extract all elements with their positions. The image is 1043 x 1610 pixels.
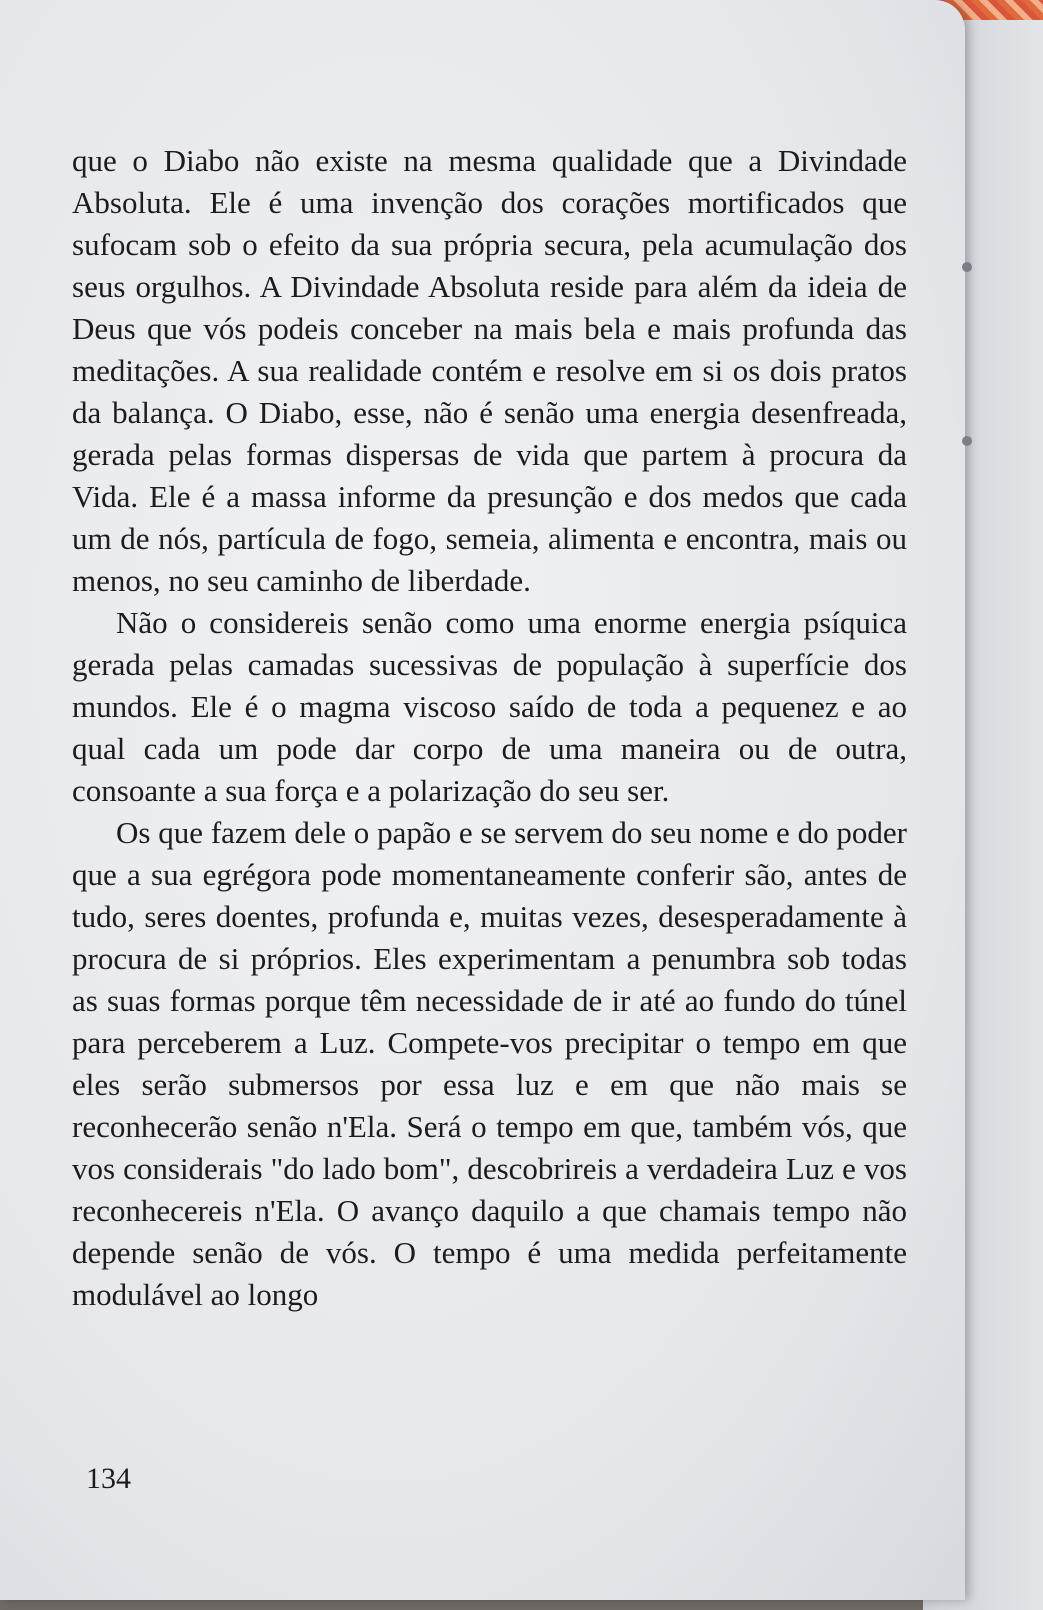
binding-thread-mark [962, 262, 972, 272]
page-text [72, 140, 907, 1316]
paragraph-1: que o Diabo não existe na mesma qualidade que a Divindade Absoluta. Ele é uma invenção dos corações mortificados que sufocam sob o efeito da sua própria secura, pela acumulação dos seus orgulhos. A Divindade Absoluta reside para além da ideia de Deus que vós podeis conceber na mais bela e mais profunda das meditações. A sua realidade contém e resolve em si os dois pratos da balança. O Diabo, esse, não é senão uma energia desenfreada, gerada pelas formas dispersas de vida que partem à procura da Vida. Ele é a massa informe da presunção e dos medos que cada um de nós, partícula de fogo, semeia, alimenta e encontra, mais ou menos, no seu caminho de liberdade. [72, 143, 907, 598]
binding-thread-mark [962, 436, 972, 446]
paragraph-3: Os que fazem dele o papão e se servem do seu nome e do poder que a sua egrégora pode momentaneamente conferir são, antes de tudo, seres doentes, profunda e, muitas vezes, desesperadamente à procura de si próprios. Eles experimentam a penumbra sob todas as suas formas porque têm necessidade de ir até ao fundo do túnel para perceberem a Luz. Compete-vos precipitar o tempo em que eles serão submersos por essa luz e em que não mais se reconhecerão senão n'Ela. Será o tempo em que, também vós, que vos considerais "do lado bom", descobrireis a verdadeira Luz e vos reconhecereis n'Ela. O avanço daquilo a que chamais tempo não depende senão de vós. O tempo é uma medida perfeitamente modulável ao longo [72, 815, 907, 1312]
paragraph-2: Não o considereis senão como uma enorme energia psíquica gerada pelas camadas sucessivas de população à superfície dos mundos. Ele é o magma viscoso saído de toda a pequenez e ao qual cada um pode dar corpo de uma maneira ou de outra, consoante a sua força e a polarização do seu ser. [72, 605, 907, 808]
page-number: 134 [86, 1462, 131, 1495]
